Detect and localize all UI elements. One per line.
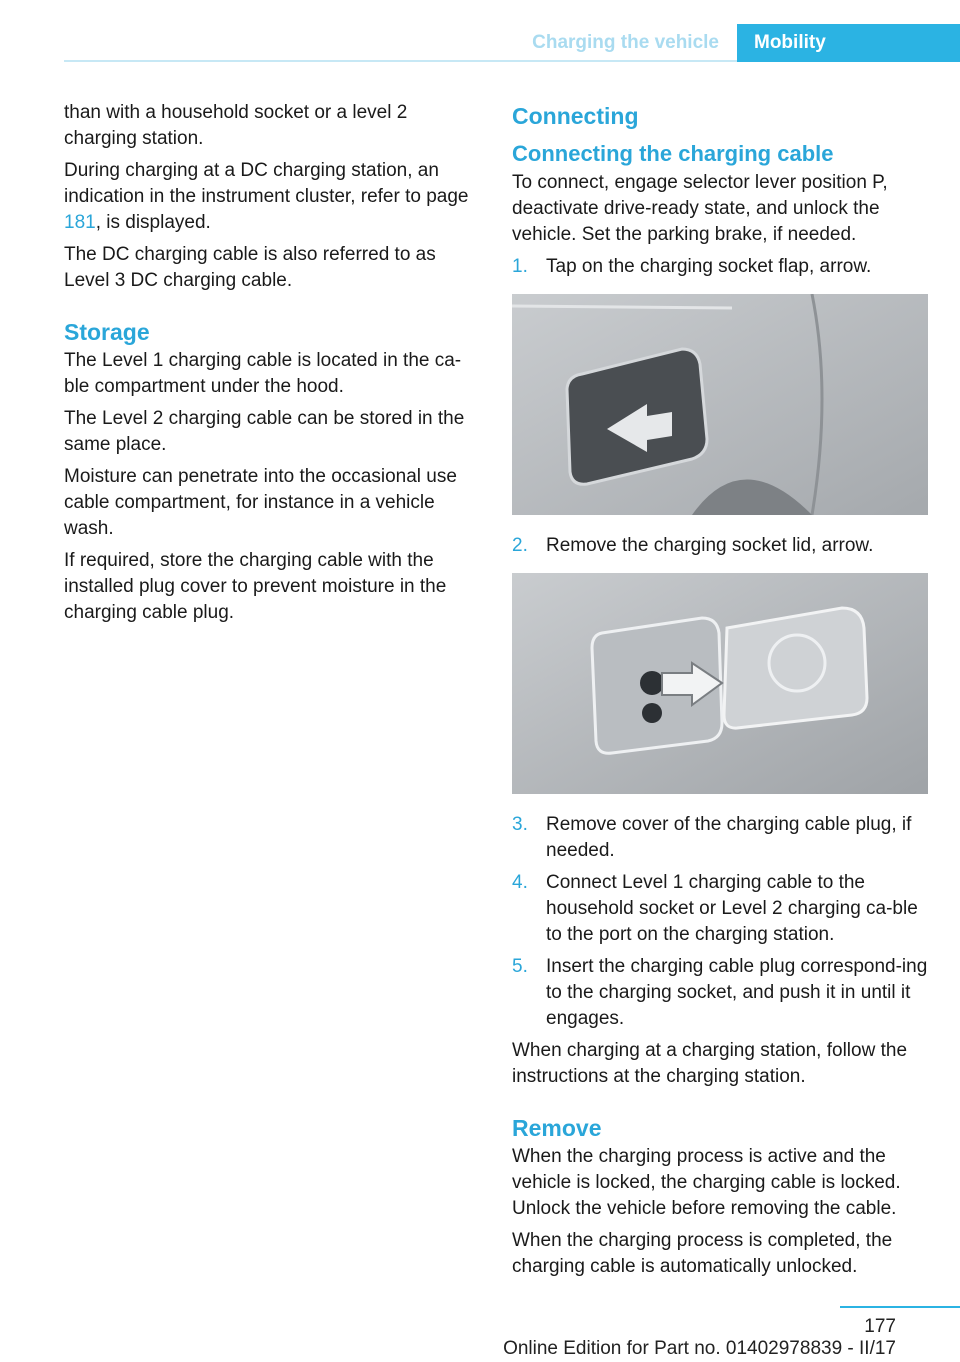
step-text: Remove cover of the charging cable plug, if needed. — [546, 814, 912, 861]
step-text: Connect Level 1 charging cable to the household socket or Level 2 charging ca-ble to the port on the charging station. — [546, 872, 918, 945]
step-number: 5. — [512, 956, 528, 977]
step-number: 1. — [512, 256, 528, 277]
step-text: Insert the charging cable plug correspond-ing to the charging socket, and push it in until it engages. — [546, 956, 928, 1029]
list-item — [512, 954, 932, 1032]
list-item — [512, 533, 932, 559]
connecting-heading: Connecting — [512, 103, 639, 129]
list-item — [512, 870, 932, 948]
page-link[interactable]: 181 — [64, 212, 96, 233]
footer-rule — [840, 1306, 960, 1308]
charging-flap-illustration — [512, 294, 928, 515]
step-text: Remove the charging socket lid, arrow. — [546, 535, 874, 556]
paragraph — [64, 158, 484, 236]
page-number: 177 — [864, 1316, 896, 1337]
right-column — [512, 100, 932, 1286]
paragraph: The Level 1 charging cable is located in the ca-ble compartment under the hood. — [64, 350, 462, 397]
step-text: Tap on the charging socket flap, arrow. — [546, 256, 872, 277]
paragraph: When the charging process is completed, the charging cable is automatically unlocked. — [512, 1230, 893, 1277]
paragraph: When charging at a charging station, follow the instructions at the charging station. — [512, 1040, 908, 1087]
connecting-cable-heading: Connecting the charging cable — [512, 141, 834, 166]
text-span: During charging at a DC charging station, an indication in the instrument cluster, refer to page — [64, 160, 469, 207]
paragraph: Moisture can penetrate into the occasional use cable compartment, for instance in a vehicle wash. — [64, 466, 457, 539]
charging-lid-illustration — [512, 573, 928, 794]
step-number: 2. — [512, 535, 528, 556]
paragraph: To connect, engage selector lever position P, deactivate drive-ready state, and unlock the vehicle. Set the parking brake, if needed. — [512, 172, 888, 245]
steps-list — [512, 533, 932, 559]
list-item — [512, 254, 932, 280]
paragraph: The Level 2 charging cable can be stored in the same place. — [64, 408, 465, 455]
steps-list — [512, 812, 932, 1032]
left-column — [64, 100, 484, 632]
text-span: , is displayed. — [95, 212, 211, 233]
edition-note: Online Edition for Part no. 01402978839 - II/17 — [503, 1338, 896, 1359]
paragraph: If required, store the charging cable with the installed plug cover to prevent moisture in the charging cable plug. — [64, 550, 447, 623]
paragraph: than with a household socket or a level 2 charging station. — [64, 102, 408, 149]
step-number: 3. — [512, 814, 528, 835]
storage-heading: Storage — [64, 319, 150, 345]
paragraph: When the charging process is active and the vehicle is locked, the charging cable is locked. Unlock the vehicle before removing the cable. — [512, 1146, 901, 1219]
header-chapter-tab: Mobility — [737, 24, 960, 62]
list-item — [512, 812, 932, 864]
step-number: 4. — [512, 872, 528, 893]
remove-heading: Remove — [512, 1115, 602, 1141]
header-section-title: Charging the vehicle — [532, 32, 719, 53]
steps-list — [512, 254, 932, 280]
paragraph: The DC charging cable is also referred to as Level 3 DC charging cable. — [64, 244, 436, 291]
